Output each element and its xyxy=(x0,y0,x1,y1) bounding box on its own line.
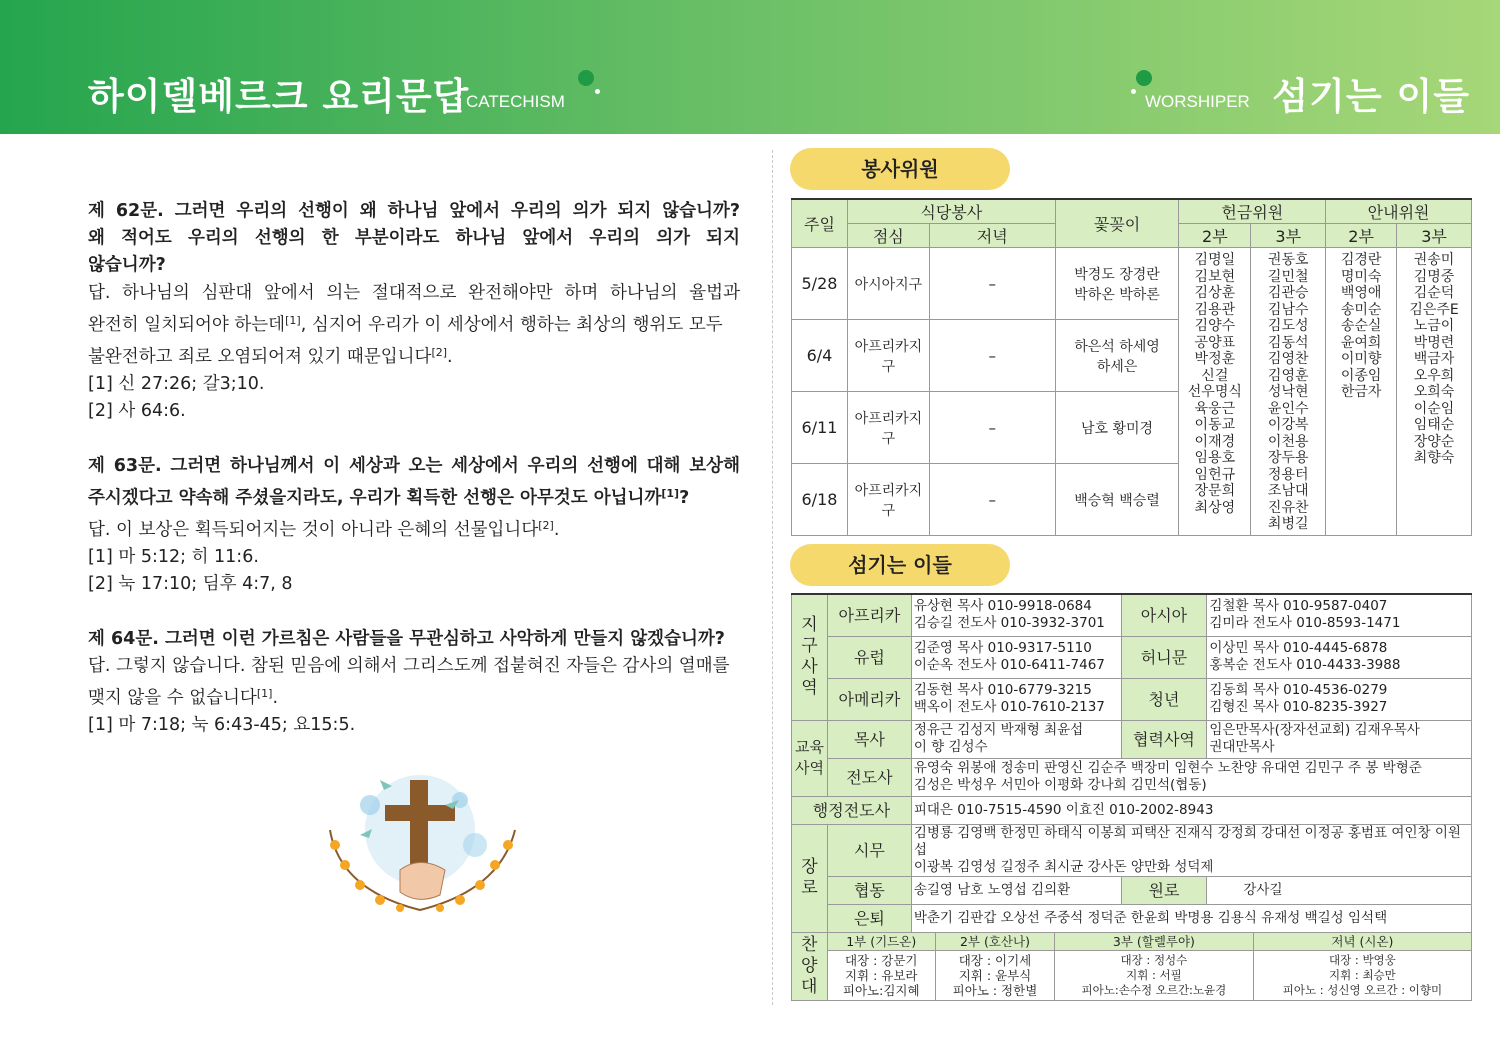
name-item: 박정훈 xyxy=(1194,351,1236,367)
label-char: 구 xyxy=(801,636,818,657)
decor-dot-icon xyxy=(1131,89,1136,94)
elder-retired-names: 박춘기 김판갑 오상선 주중석 정덕준 한윤희 박명용 김용식 유재성 백길성 임석택 xyxy=(911,904,1471,932)
name-item: 권동호 xyxy=(1267,252,1309,268)
elder-retired-label: 은퇴 xyxy=(827,904,911,932)
date-cell: 6/11 xyxy=(792,392,848,464)
name-item: 이순임 xyxy=(1413,400,1455,417)
decor-dot-icon xyxy=(578,70,594,86)
date-cell: 6/4 xyxy=(792,320,848,392)
name-item: 백영애 xyxy=(1340,285,1382,301)
cross-illustration xyxy=(300,760,540,920)
elder-emeritus-names: 강사길 xyxy=(1207,876,1472,904)
answer-64-line2: 맺지 않을 수 없습니다[1]. xyxy=(88,687,279,709)
name-item: 윤인수 xyxy=(1267,400,1309,417)
name-item: 명미숙 xyxy=(1340,268,1382,285)
name-item: 장문희 xyxy=(1194,483,1236,499)
name-item: 송순실 xyxy=(1340,318,1382,334)
choir-name: 2부 (호산나) xyxy=(935,933,1054,951)
elder-label xyxy=(792,824,828,932)
district-name: 아프리카 xyxy=(827,594,911,636)
answer-62: 답. 하나님의 심판대 앞에서 의는 절대적으로 완전해야만 하며 하나님의 율법과 xyxy=(88,282,740,303)
header-guide: 안내위원 xyxy=(1326,199,1472,224)
district-name: 유럽 xyxy=(827,636,911,678)
edu-pastor-names: 정유근 김성지 박재형 최윤섭 이 향 김성수 xyxy=(911,720,1121,758)
dinner-cell: – xyxy=(929,464,1055,536)
header-flower: 꽃꽂이 xyxy=(1055,199,1179,248)
choir-name: 3부 (할렐루야) xyxy=(1054,933,1253,951)
page-divider xyxy=(772,150,773,1005)
reference: [1] 마 7:18; 눅 6:43-45; 요15:5. xyxy=(88,715,356,736)
district-contacts: 김동현 목사 010-6779-3215 백옥이 전도사 010-7610-2137 xyxy=(911,678,1121,720)
name-item: 길민철 xyxy=(1267,268,1309,285)
district-contacts: 유상현 목사 010-9918-0684 김승길 전도사 010-3932-3701 xyxy=(911,594,1121,636)
label-char: 사역 xyxy=(794,759,824,777)
name-item: 신걸 xyxy=(1201,367,1229,384)
label-char: 교육 xyxy=(794,738,824,756)
admin-label: 행정전도사 xyxy=(792,796,912,824)
name-item: 김영찬 xyxy=(1267,351,1309,367)
name-item: 오우희 xyxy=(1413,367,1455,384)
name-item: 김양수 xyxy=(1194,318,1236,334)
name-item: 임용호 xyxy=(1194,450,1236,466)
reference: [2] 눅 17:10; 딤후 4:7, 8 xyxy=(88,574,293,595)
name-item: 오희숙 xyxy=(1413,384,1455,400)
reference: [1] 마 5:12; 히 11:6. xyxy=(88,547,259,568)
reference: [2] 사 64:6. xyxy=(88,401,186,422)
name-item: 임태순 xyxy=(1413,417,1455,433)
admin-contacts: 피대은 010-7515-4590 이효진 010-2002-8943 xyxy=(911,796,1471,824)
question-62-end: 않습니까? xyxy=(88,255,166,276)
header-offering-2: 2부 xyxy=(1179,224,1251,248)
volunteers-section-title: 봉사위원 xyxy=(790,148,1010,190)
dinner-cell: – xyxy=(929,248,1055,320)
question-62: 제 62문. 그러면 우리의 선행이 왜 하나님 앞에서 우리의 의가 되지 않습니까? xyxy=(88,201,740,221)
name-item: 임헌규 xyxy=(1194,466,1236,483)
district-name: 아시아 xyxy=(1121,594,1207,636)
elder-active-names: 김병룡 김영백 한정민 하태식 이봉희 피택산 진재식 강정희 강대선 이정공 홍범표 여인창 이원섭 이광복 김영성 길정주 최시균 강사돈 양만화 성덕제 xyxy=(911,824,1471,876)
name-item: 진유찬 xyxy=(1267,499,1309,516)
coop-label: 협력사역 xyxy=(1121,720,1207,758)
answer-62-line3: 불완전하고 죄로 오염되어져 있기 때문입니다[2]. xyxy=(88,346,453,368)
date-cell: 5/28 xyxy=(792,248,848,320)
lunch-cell: 아프리카지구 xyxy=(847,464,929,536)
choir-table xyxy=(792,933,1471,1001)
name-item: 김명중 xyxy=(1413,268,1455,285)
choir-name: 1부 (기드온) xyxy=(827,933,935,951)
name-item: 김순덕 xyxy=(1413,285,1455,301)
worshiper-subtitle: WORSHIPER xyxy=(1145,92,1250,111)
name-item: 정용터 xyxy=(1267,466,1309,483)
flower-cell: 하은석 하세영 하세은 xyxy=(1055,320,1179,392)
question-64: 제 64문. 그러면 이런 가르침은 사람들을 무관심하고 사악하게 만들지 않겠습니까? xyxy=(88,628,725,649)
choir-staff: 대장 : 박영웅 지휘 : 최승만 피아노 : 성신영 오르간 : 이향미 xyxy=(1253,950,1471,1000)
choir-row xyxy=(792,932,1472,1001)
question-63: 제 63문. 그러면 하나님께서 이 세상과 오는 세상에서 우리의 선행에 대해 보상해 xyxy=(88,455,740,476)
guide-3-list xyxy=(1397,248,1472,536)
name-item: 한금자 xyxy=(1340,384,1382,400)
district-name: 아메리카 xyxy=(827,678,911,720)
district-name: 허니문 xyxy=(1121,636,1207,678)
name-item: 김영훈 xyxy=(1267,367,1309,384)
name-item: 박명련 xyxy=(1413,334,1455,351)
servants-table xyxy=(791,593,1472,1001)
name-item: 이강복 xyxy=(1267,417,1309,433)
name-item: 김도성 xyxy=(1267,318,1309,334)
flower-cell: 박경도 장경란 박하온 박하론 xyxy=(1055,248,1179,320)
district-contacts: 김철환 목사 010-9587-0407 김미라 전도사 010-8593-1471 xyxy=(1207,594,1472,636)
name-item: 권송미 xyxy=(1413,252,1455,268)
edu-pastor-label: 목사 xyxy=(827,720,911,758)
lunch-cell: 아시아지구 xyxy=(847,248,929,320)
header-offering-3: 3부 xyxy=(1251,224,1326,248)
district-contacts: 김준영 목사 010-9317-5110 이순옥 전도사 010-6411-7467 xyxy=(911,636,1121,678)
choir-staff: 대장 : 이기세 지휘 : 윤부식 피아노 : 정한별 xyxy=(935,950,1054,1000)
name-item: 노금이 xyxy=(1413,318,1455,334)
name-item: 김동석 xyxy=(1267,334,1309,351)
question-63-cont: 주시겠다고 약속해 주셨을지라도, 우리가 획득한 선행은 아무것도 아닙니까[1]? xyxy=(88,486,690,508)
choir-name: 저녁 (시온) xyxy=(1253,933,1471,951)
date-cell: 6/18 xyxy=(792,464,848,536)
name-item: 이동교 xyxy=(1194,417,1236,433)
header-offering: 헌금위원 xyxy=(1179,199,1326,224)
label-char: 사 xyxy=(801,657,818,678)
page-header xyxy=(0,0,1500,134)
answer-63: 답. 이 보상은 획득되어지는 것이 아니라 은혜의 선물입니다[2]. xyxy=(88,519,560,541)
label-char: 대 xyxy=(801,976,818,997)
label-char: 로 xyxy=(801,878,818,898)
name-item: 장양순 xyxy=(1413,433,1455,450)
answer-64: 답. 그렇지 않습니다. 참된 믿음에 의해서 그리스도께 접붙혀진 자들은 감사의 열매를 xyxy=(88,655,730,676)
volunteers-table xyxy=(791,198,1472,536)
name-item: 이재경 xyxy=(1194,433,1236,450)
name-item: 이미향 xyxy=(1340,351,1382,367)
name-item: 송미순 xyxy=(1340,301,1382,318)
decor-dot-icon xyxy=(595,89,600,94)
elder-coop-names: 송길영 남호 노영섭 김의환 xyxy=(911,876,1121,904)
label-char: 지 xyxy=(801,615,818,636)
label-char: 역 xyxy=(801,678,818,699)
name-item: 김남수 xyxy=(1267,301,1309,318)
choir-staff: 대장 : 정성수 지휘 : 서필 피아노:손수정 오르간:노윤경 xyxy=(1054,950,1253,1000)
elder-active-label: 시무 xyxy=(827,824,911,876)
decor-dot-icon xyxy=(1136,70,1152,86)
name-item: 조남대 xyxy=(1267,483,1309,499)
district-contacts: 이상민 목사 010-4445-6878 홍복순 전도사 010-4433-3988 xyxy=(1207,636,1472,678)
name-item: 김보현 xyxy=(1194,268,1236,285)
reference: [1] 신 27:26; 갈3;10. xyxy=(88,374,265,395)
name-item: 김은주E xyxy=(1409,301,1459,318)
district-label xyxy=(792,594,828,720)
dinner-cell: – xyxy=(929,392,1055,464)
header-meal: 식당봉사 xyxy=(847,199,1055,224)
header-guide-3: 3부 xyxy=(1397,224,1472,248)
label-char: 장 xyxy=(801,857,818,877)
servants-section-title: 섬기는 이들 xyxy=(790,544,1010,586)
elder-emeritus-label: 원로 xyxy=(1121,876,1207,904)
district-contacts: 김동희 목사 010-4536-0279 김형진 목사 010-8235-3927 xyxy=(1207,678,1472,720)
catechism-subtitle: CATECHISM xyxy=(466,92,565,111)
label-char: 찬 xyxy=(801,934,818,955)
guide-2-list xyxy=(1326,248,1397,536)
name-item: 이천용 xyxy=(1267,433,1309,450)
district-name: 청년 xyxy=(1121,678,1207,720)
header-dinner: 저녁 xyxy=(929,224,1055,248)
elder-coop-label: 협동 xyxy=(827,876,911,904)
answer-62-line2: 완전히 일치되어야 하는데[1], 심지어 우리가 이 세상에서 행하는 최상의 행위도 모두 xyxy=(88,313,723,335)
choir-staff: 대장 : 강문기 지휘 : 유보라 피아노:김지혜 xyxy=(827,950,935,1000)
name-item: 이종임 xyxy=(1340,367,1382,384)
question-62-cont: 왜 적어도 우리의 선행의 한 부분이라도 하나님 앞에서 우리의 의가 되지 xyxy=(88,228,740,249)
worshiper-title: 섬기는 이들 xyxy=(1272,75,1470,118)
education-label xyxy=(792,720,828,796)
dinner-cell: – xyxy=(929,320,1055,392)
flower-cell: 남호 황미경 xyxy=(1055,392,1179,464)
name-item: 김용관 xyxy=(1194,301,1236,318)
flower-cell: 백승혁 백승렬 xyxy=(1055,464,1179,536)
name-item: 윤여희 xyxy=(1340,334,1382,351)
choir-label xyxy=(792,933,827,1001)
lunch-cell: 아프리카지구 xyxy=(847,320,929,392)
name-item: 최향숙 xyxy=(1413,450,1455,466)
name-item: 공양표 xyxy=(1194,334,1236,351)
name-item: 선우명식 xyxy=(1187,384,1242,400)
offering-3-list xyxy=(1251,248,1326,536)
name-item: 김명일 xyxy=(1194,252,1236,268)
coop-names: 임은만목사(장자선교회) 김재우목사 권대만목사 xyxy=(1207,720,1472,758)
catechism-title: 하이델베르크 요리문답 xyxy=(88,75,470,118)
name-item: 김상훈 xyxy=(1194,285,1236,301)
name-item: 육웅근 xyxy=(1194,400,1236,417)
label-char: 양 xyxy=(801,955,818,976)
name-item: 김경란 xyxy=(1340,252,1382,268)
lunch-cell: 아프리카지구 xyxy=(847,392,929,464)
name-item: 김관승 xyxy=(1267,285,1309,301)
header-week: 주일 xyxy=(792,199,848,248)
edu-evangelist-names: 유영숙 위봉애 정송미 판영신 김순주 백장미 임현수 노찬양 유대연 김민구 주 봉 박형준 김성은 박성우 서민아 이평화 강나희 김민석(협동) xyxy=(911,758,1471,796)
name-item: 장두용 xyxy=(1267,450,1309,466)
header-guide-2: 2부 xyxy=(1326,224,1397,248)
name-item: 최병길 xyxy=(1267,516,1309,532)
catechism-body xyxy=(88,198,740,739)
name-item: 백금자 xyxy=(1413,351,1455,367)
offering-2-list xyxy=(1179,248,1251,536)
name-item: 성낙현 xyxy=(1267,384,1309,400)
edu-evangelist-label: 전도사 xyxy=(827,758,911,796)
header-lunch: 점심 xyxy=(847,224,929,248)
name-item: 최상영 xyxy=(1194,499,1236,516)
